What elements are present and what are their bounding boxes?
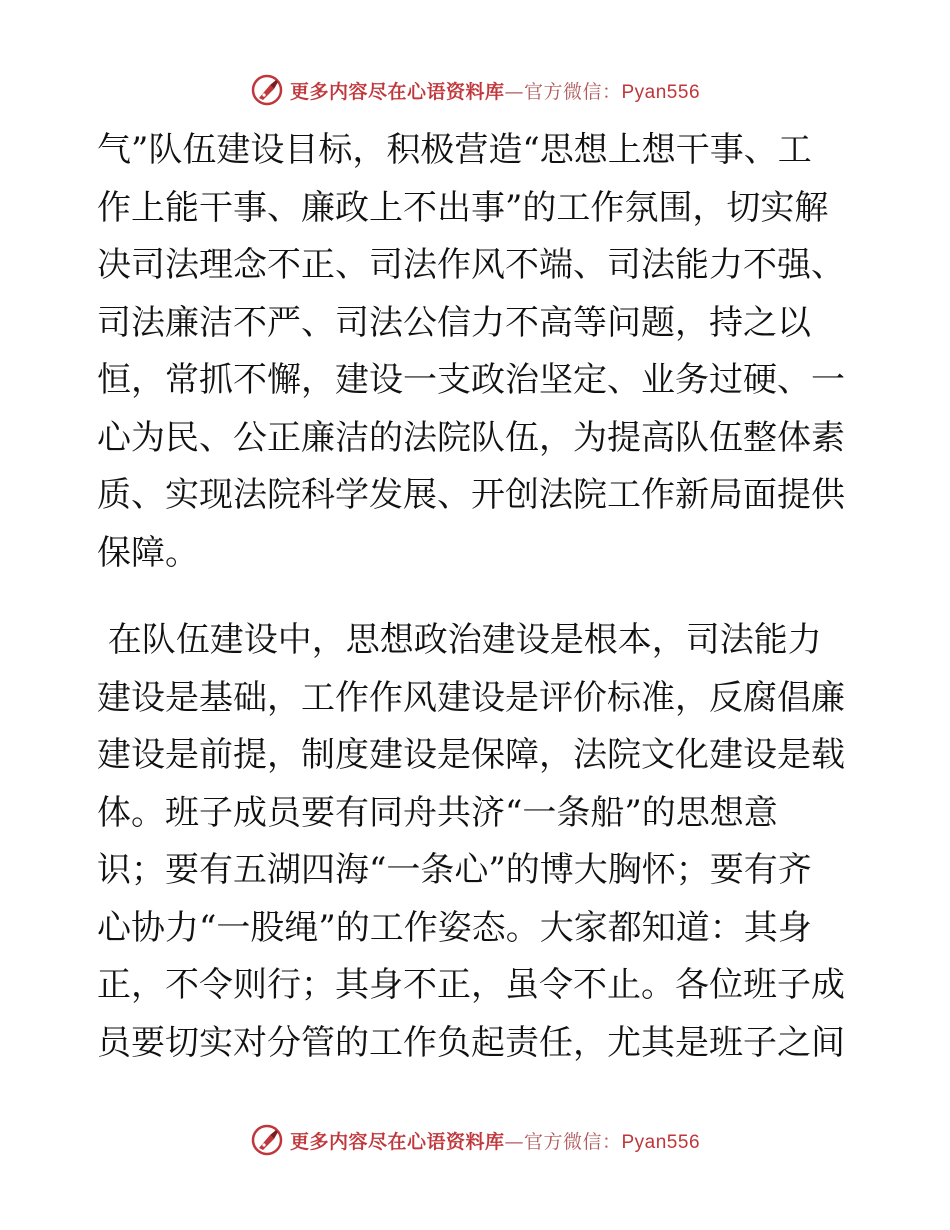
paragraph-line: 恒，常抓不懈，建设一支政治坚定、业务过硬、一 — [97, 360, 845, 400]
header-dash: — — [504, 80, 524, 103]
header-wechat-label: 官方微信： — [523, 80, 622, 103]
header-banner — [0, 70, 950, 110]
paragraph-line: 正，不令则行；其身不正，虽令不止。各位班子成 — [97, 965, 845, 1005]
paragraph-line: 建设是前提，制度建设是保障，法院文化建设是载 — [97, 735, 845, 775]
header-handle: Pyan556 — [621, 81, 701, 103]
footer-banner — [0, 1120, 950, 1160]
paragraph-line: 决司法理念不正、司法作风不端、司法能力不强、 — [97, 245, 845, 285]
paragraph-line: 体。班子成员要有同舟共济“一条船”的思想意 — [97, 792, 778, 833]
pen-nib-logo-icon — [250, 1123, 284, 1157]
document-body — [97, 122, 849, 1072]
paragraph-line: 心协力“一股绳”的工作姿态。大家都知道：其身 — [97, 907, 812, 948]
paragraph-line: 作上能干事、廉政上不出事”的工作氛围，切实解 — [97, 187, 829, 228]
paragraph-line: 识；要有五湖四海“一条心”的博大胸怀；要有齐 — [97, 850, 812, 890]
paragraph-2 — [97, 612, 849, 1072]
header-brand: 更多内容尽在心语资料库 — [289, 80, 505, 103]
paragraph-line: 气”队伍建设目标，积极营造“思想上想干事、工 — [97, 130, 812, 170]
paragraph-line: 质、实现法院科学发展、开创法院工作新局面提供 — [97, 475, 845, 515]
footer-brand: 更多内容尽在心语资料库 — [289, 1130, 505, 1153]
paragraph-line: 建设是基础，工作作风建设是评价标准，反腐倡廉 — [97, 677, 845, 718]
paragraph-line: 保障。 — [97, 532, 199, 573]
paragraph-line: 在队伍建设中，思想政治建设是根本，司法能力 — [97, 620, 822, 660]
pen-nib-logo-icon — [250, 73, 284, 107]
paragraph-line: 心为民、公正廉洁的法院队伍，为提高队伍整体素 — [97, 417, 845, 458]
paragraph-line: 员要切实对分管的工作负起责任，尤其是班子之间 — [97, 1022, 845, 1063]
footer-banner-text — [290, 1127, 700, 1154]
footer-handle: Pyan556 — [621, 1131, 701, 1153]
footer-dash: — — [504, 1130, 524, 1153]
paragraph-line: 司法廉洁不严、司法公信力不高等问题，持之以 — [97, 302, 811, 343]
footer-wechat-label: 官方微信： — [523, 1130, 622, 1153]
paragraph-1 — [97, 122, 849, 582]
header-banner-text — [290, 77, 700, 104]
